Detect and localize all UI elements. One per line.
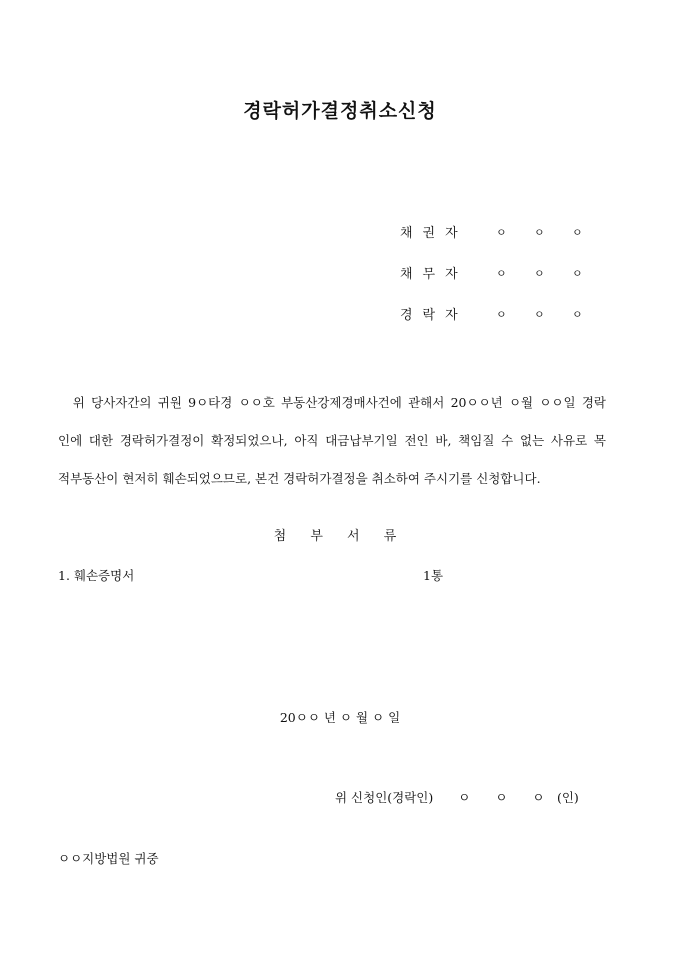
party-name (496, 265, 610, 281)
name-placeholder: ㅇ (572, 307, 583, 321)
party-row-creditor (400, 211, 620, 252)
document-title: 경락허가결정취소신청 (243, 100, 437, 122)
body-line: 위 당사자간의 귀원 9ㅇ타경 ㅇㅇ호 부동산강제경매사건에 관해서 20ㅇㅇ년 ㅇ월 ㅇㅇ일 경락 (58, 395, 606, 410)
attachment-count: 1통 (423, 568, 444, 583)
name-placeholder: ㅇ (496, 225, 507, 239)
body-line: 적부동산이 현저히 훼손되었으므로, 본건 경락허가결정을 취소하여 주시기를 신청합니다. (58, 471, 541, 486)
name-placeholder: ㅇ (572, 225, 583, 239)
attachments-heading: 첨 부 서 류 (273, 529, 407, 544)
filing-date: 20ㅇㅇ 년 ㅇ 월 ㅇ 일 (279, 710, 401, 725)
body-line: 인에 대한 경락허가결정이 확정되었으나, 아직 대금납부기일 전인 바, 책임질 수 없는 사유로 목 (58, 433, 606, 448)
party-label: 경락자 (400, 308, 468, 323)
applicant-signature: 위 신청인(경락인) ㅇ ㅇ ㅇ (인) (335, 790, 579, 805)
name-placeholder: ㅇ (572, 266, 583, 280)
party-name (496, 224, 610, 240)
party-row-debtor (400, 252, 620, 293)
name-placeholder: ㅇ (534, 307, 545, 321)
party-label: 채권자 (400, 226, 468, 241)
name-placeholder: ㅇ (534, 225, 545, 239)
name-placeholder: ㅇ (534, 266, 545, 280)
court-addressee: ㅇㅇ지방법원 귀중 (58, 851, 159, 866)
name-placeholder: ㅇ (496, 266, 507, 280)
application-body (58, 384, 606, 498)
parties-block (400, 211, 620, 334)
attachment-name: 1. 훼손증명서 (58, 568, 135, 583)
party-label: 채무자 (400, 267, 468, 282)
name-placeholder: ㅇ (496, 307, 507, 321)
party-name (496, 306, 610, 322)
party-row-bidder (400, 293, 620, 334)
